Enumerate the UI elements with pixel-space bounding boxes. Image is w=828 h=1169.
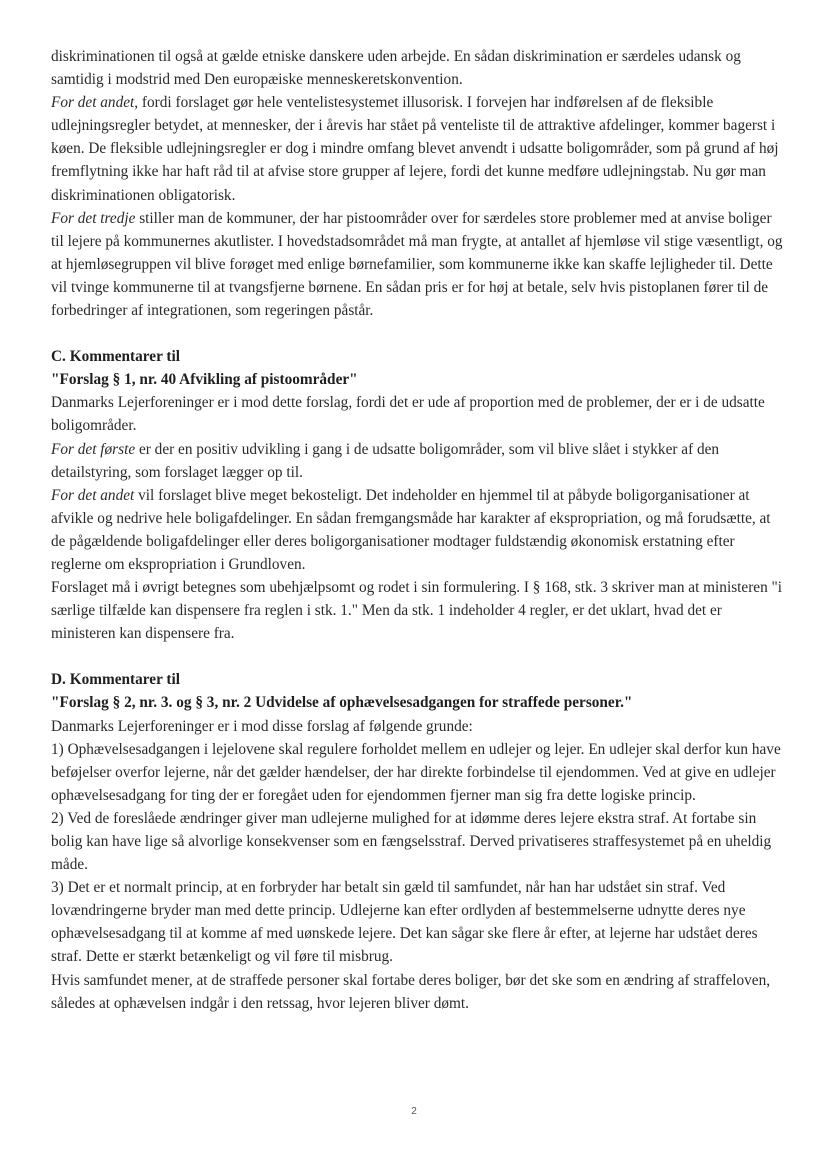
- section-c-subheading: "Forslag § 1, nr. 40 Afvikling af pistoområder": [51, 371, 358, 389]
- intro-paragraph-2: [51, 91, 783, 206]
- section-d-paragraph-last: Hvis samfundet mener, at de straffede personer skal fortabe deres boliger, bør det ske som en ændring af straffeloven, således at ophævelsen indgår i den retssag, hvor lejeren bliver dømt.: [51, 971, 771, 1012]
- section-d-heading: D. Kommentarer til: [51, 671, 181, 689]
- document-body: [51, 45, 783, 1015]
- section-c-paragraph-3: [51, 484, 783, 576]
- emphasis-lead: For det første: [51, 440, 136, 458]
- emphasis-lead: For det andet,: [51, 94, 139, 112]
- section-c: [51, 345, 783, 645]
- section-c-paragraph-2: [51, 438, 783, 484]
- intro-paragraph-1: diskriminationen til også at gælde etniske danskere uden arbejde. En sådan diskrimination er særdeles udansk og samtidig i modstrid med Den europæiske menneskeretskonvention.: [51, 48, 741, 89]
- section-d-subheading: "Forslag § 2, nr. 3. og § 3, nr. 2 Udvidelse af ophævelsesadgangen for straffede personer.": [51, 694, 633, 712]
- paragraph-text: vil forslaget blive meget bekosteligt. Det indeholder en hjemmel til at påbyde boligorganisationer at afvikle og nedrive hele boligafdelinger. En sådan fremgangsmåde har karakter af ekspropriation, og må forudsætte, at de pågældende boligafdelinger eller deres boligorganisationer modtager fuldstændig økonomisk erstatning efter reglerne om ekspropriation i Grundloven.: [51, 486, 771, 573]
- paragraph-text: er der en positiv udvikling i gang i de udsatte boligområder, som vil blive slået i stykker af den detailstyring, som forslaget lægger op til.: [51, 440, 720, 481]
- section-c-paragraph-4: Forslaget må i øvrigt betegnes som ubehjælpsomt og rodet i sin formulering. I § 168, stk. 3 skriver man at ministeren "i særlige tilfælde kan dispensere fra reglen i stk. 1." Men da stk. 1 indeholder 4 regler, er det uklart, hvad det er ministeren kan dispensere fra.: [51, 579, 783, 643]
- section-d: [51, 668, 783, 1014]
- section-d-list-item-1: 1) Ophævelsesadgangen i lejelovene skal regulere forholdet mellem en udlejer og lejer. En udlejer skal derfor kun have beføjelser overfor lejerne, når det gælder hændelser, der har direkte forbindelse til ejendommen. Ved at give en udlejer ophævelsesadgang for ting der er foregået uden for ejendommen fjerner man sig fra dette logiske princip.: [51, 740, 781, 804]
- paragraph-text: fordi forslaget gør hele ventelistesystemet illusorisk. I forvejen har indførelsen af de fleksible udlejningsregler betydet, at mennesker, der i årevis har stået på venteliste til de attraktive afdelinger, kommer bagerst i køen. De fleksible udlejningsregler er dog i mindre omfang blevet anvendt i udsatte boligområder, som på grund af høj fremflytning ikke har haft råd til at afvise store grupper af lejere, fordi det kunne medføre udlejningstab. Nu gør man diskriminationen obligatorisk.: [51, 94, 779, 204]
- paragraph-text: stiller man de kommuner, der har pistoområder over for særdeles store problemer med at anvise boliger til lejere på kommunernes akutlister. I hovedstadsområdet må man frygte, at antallet af hjemløse vil stige væsentligt, og at hjemløsegruppen vil blive forøget med enlige børnefamilier, som kommunerne ikke kan skaffe lejligheder til. Dette vil tvinge kommunerne til at tvangsfjerne børnene. En sådan pris er for høj at betale, selv hvis pistoplanen fører til de forbedringer af integrationen, som regeringen påstår.: [51, 209, 783, 320]
- section-c-heading: C. Kommentarer til: [51, 348, 181, 366]
- section-d-list-item-2: 2) Ved de foreslåede ændringer giver man udlejerne mulighed for at idømme deres lejere ekstra straf. At fortabe sin bolig kan have lige så alvorlige konsekvenser som en fængselsstraf. Derved privatiseres straffesystemet på en uheldig måde.: [51, 809, 772, 874]
- page-number: 2: [411, 1106, 417, 1117]
- section-c-paragraph-1: Danmarks Lejerforeninger er i mod dette forslag, fordi det er ude af proportion med de problemer, der er i de udsatte boligområder.: [51, 394, 765, 435]
- emphasis-lead: For det tredje: [51, 209, 136, 227]
- section-d-paragraph-1: Danmarks Lejerforeninger er i mod disse forslag af følgende grunde:: [51, 717, 473, 735]
- section-d-list-item-3: 3) Det er et normalt princip, at en forbryder har betalt sin gæld til samfundet, når han har udstået sin straf. Ved lovændringerne bryder man med dette princip. Udlejerne kan efter ordlyden af bestemmelserne udnytte deres nye ophævelsesadgang til at komme af med uønskede lejere. Det kan sågar ske flere år efter, at lejerne har udstået deres straf. Dette er stærkt betænkeligt og vil føre til misbrug.: [51, 879, 758, 966]
- intro-paragraph-3: [51, 207, 783, 322]
- emphasis-lead: For det andet: [51, 486, 135, 504]
